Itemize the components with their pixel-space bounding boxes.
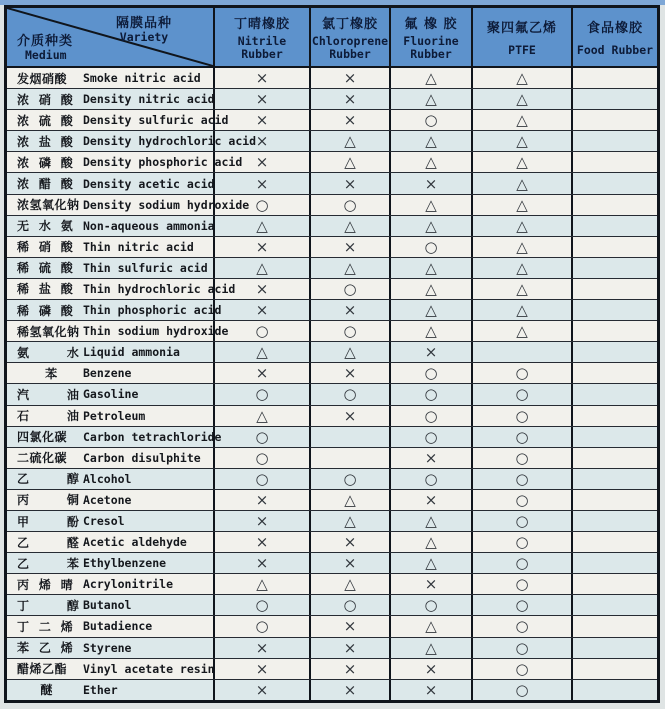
- rating-cell-food-rubber: [571, 511, 657, 531]
- rating-cell-ptfe: △: [471, 68, 571, 88]
- medium-label-en: Medium: [25, 47, 67, 62]
- rating-cell-fluorine: ○: [389, 110, 471, 130]
- rating-cell-chloroprene: △: [309, 574, 389, 594]
- col-header-nitrile-cn: 丁晴橡胶: [233, 16, 290, 32]
- rating-cell-food-rubber: [571, 406, 657, 426]
- rating-cell-nitrile: ×: [213, 300, 309, 320]
- table-row: [7, 679, 657, 700]
- table-row: [7, 468, 657, 489]
- rating-cell-fluorine: ×: [389, 680, 471, 700]
- medium-cell: [7, 574, 213, 594]
- rating-cell-food-rubber: [571, 659, 657, 679]
- rating-cell-food-rubber: [571, 448, 657, 468]
- rating-cell-chloroprene: ×: [309, 616, 389, 636]
- medium-name-cn: 汽 油: [17, 387, 80, 402]
- medium-name-en: Carbon disulphite: [83, 450, 201, 465]
- medium-name-cn: 丙 铜: [17, 493, 80, 508]
- medium-name-en: Butadience: [83, 619, 153, 634]
- rating-cell-fluorine: ○: [389, 469, 471, 489]
- rating-cell-ptfe: ○: [471, 490, 571, 510]
- medium-name-cn: 浓 磷 酸: [17, 155, 74, 170]
- rating-cell-nitrile: ×: [213, 511, 309, 531]
- medium-name-cn: 稀氢氧化钠: [17, 324, 80, 339]
- medium-name-en: Vinyl acetate resin: [83, 661, 215, 676]
- medium-cell: [7, 469, 213, 489]
- medium-cell: [7, 532, 213, 552]
- medium-cell: [7, 363, 213, 383]
- table-body: [7, 66, 657, 700]
- table-row: [7, 637, 657, 658]
- rating-cell-ptfe: △: [471, 300, 571, 320]
- rating-cell-chloroprene: ○: [309, 595, 389, 615]
- rating-cell-chloroprene: △: [309, 152, 389, 172]
- medium-name-cn: 乙 苯: [17, 556, 80, 571]
- rating-cell-food-rubber: [571, 68, 657, 88]
- rating-cell-nitrile: ×: [213, 490, 309, 510]
- rating-cell-ptfe: △: [471, 258, 571, 278]
- rating-cell-chloroprene: ×: [309, 110, 389, 130]
- rating-cell-food-rubber: [571, 173, 657, 193]
- rating-cell-ptfe: △: [471, 173, 571, 193]
- medium-cell: [7, 511, 213, 531]
- rating-cell-food-rubber: [571, 574, 657, 594]
- rating-cell-fluorine: △: [389, 638, 471, 658]
- rating-cell-chloroprene: ×: [309, 237, 389, 257]
- rating-cell-food-rubber: [571, 237, 657, 257]
- rating-cell-food-rubber: [571, 89, 657, 109]
- rating-cell-nitrile: △: [213, 258, 309, 278]
- table-row: [7, 573, 657, 594]
- rating-cell-chloroprene: ×: [309, 680, 389, 700]
- medium-name-en: Density nitric acid: [83, 92, 215, 107]
- col-header-food-rubber-en: Food Rubber: [576, 42, 654, 57]
- medium-cell: [7, 216, 213, 236]
- medium-name-en: Petroleum: [83, 408, 146, 423]
- rating-cell-food-rubber: [571, 258, 657, 278]
- rating-cell-ptfe: ○: [471, 659, 571, 679]
- table-row: [7, 489, 657, 510]
- medium-name-en: Styrene: [83, 640, 132, 655]
- medium-cell: [7, 173, 213, 193]
- rating-cell-fluorine: △: [389, 131, 471, 151]
- col-header-fluorine: [389, 8, 471, 66]
- table-row: [7, 236, 657, 257]
- rating-cell-fluorine: △: [389, 553, 471, 573]
- rating-cell-chloroprene: ×: [309, 553, 389, 573]
- table-row: [7, 383, 657, 404]
- rubber-compatibility-table: [4, 5, 660, 703]
- rating-cell-ptfe: ○: [471, 553, 571, 573]
- rating-cell-chloroprene: ×: [309, 406, 389, 426]
- rating-cell-fluorine: ○: [389, 406, 471, 426]
- medium-name-cn: 苯 乙 烯: [17, 641, 74, 656]
- rating-cell-nitrile: △: [213, 342, 309, 362]
- rating-cell-food-rubber: [571, 532, 657, 552]
- rating-cell-fluorine: △: [389, 89, 471, 109]
- medium-name-cn: 无 水 氨: [17, 219, 74, 234]
- medium-name-cn: 乙 醛: [17, 535, 80, 550]
- medium-name-en: Thin hydrochloric acid: [83, 281, 236, 296]
- table-row: [7, 109, 657, 130]
- rating-cell-food-rubber: [571, 595, 657, 615]
- medium-name-cn: 四氯化碳: [17, 430, 68, 445]
- col-header-ptfe: [471, 8, 571, 66]
- rating-cell-nitrile: △: [213, 406, 309, 426]
- rating-cell-ptfe: ○: [471, 574, 571, 594]
- col-header-chloroprene-cn: 氯丁橡胶: [321, 16, 378, 32]
- col-header-nitrile-en: Nitrile Rubber: [237, 33, 287, 61]
- table-row: [7, 552, 657, 573]
- col-header-nitrile: [213, 8, 309, 66]
- rating-cell-ptfe: ○: [471, 511, 571, 531]
- rating-cell-fluorine: △: [389, 300, 471, 320]
- medium-name-cn: 苯: [17, 366, 58, 381]
- table-row: [7, 257, 657, 278]
- rating-cell-food-rubber: [571, 553, 657, 573]
- rating-cell-chloroprene: △: [309, 511, 389, 531]
- rating-cell-food-rubber: [571, 152, 657, 172]
- rating-cell-food-rubber: [571, 279, 657, 299]
- table-row: [7, 194, 657, 215]
- medium-name-en: Thin phosphoric acid: [83, 303, 222, 318]
- rating-cell-nitrile: ×: [213, 89, 309, 109]
- medium-name-cn: 氨 水: [17, 345, 80, 360]
- rating-cell-fluorine: ×: [389, 659, 471, 679]
- medium-name-en: Ethylbenzene: [83, 556, 167, 571]
- medium-name-cn: 发烟硝酸: [17, 71, 68, 86]
- rating-cell-ptfe: △: [471, 279, 571, 299]
- rating-cell-food-rubber: [571, 638, 657, 658]
- rating-cell-fluorine: ○: [389, 237, 471, 257]
- medium-cell: [7, 152, 243, 172]
- table-row: [7, 658, 657, 679]
- table-row: [7, 341, 657, 362]
- medium-cell: [7, 553, 213, 573]
- rating-cell-nitrile: ×: [213, 152, 309, 172]
- medium-name-en: Thin nitric acid: [83, 239, 194, 254]
- medium-cell: [7, 258, 213, 278]
- rating-cell-ptfe: ○: [471, 448, 571, 468]
- rating-cell-fluorine: △: [389, 258, 471, 278]
- medium-cell: [7, 342, 213, 362]
- medium-name-cn: 浓 盐 酸: [17, 134, 74, 149]
- variety-label-cn: 隔膜品种: [115, 16, 172, 31]
- rating-cell-fluorine: ○: [389, 384, 471, 404]
- rating-cell-ptfe: △: [471, 237, 571, 257]
- rating-cell-nitrile: ○: [213, 195, 309, 215]
- medium-name-en: Acetone: [83, 492, 132, 507]
- rating-cell-chloroprene: △: [309, 258, 389, 278]
- medium-cell: [7, 195, 250, 215]
- table-row: [7, 215, 657, 236]
- table-header-row: [7, 8, 657, 66]
- medium-name-cn: 稀 磷 酸: [17, 303, 74, 318]
- table-row: [7, 68, 657, 88]
- medium-cell: [7, 321, 229, 341]
- rating-cell-nitrile: ×: [213, 279, 309, 299]
- medium-name-en: Smoke nitric acid: [83, 71, 201, 86]
- rating-cell-ptfe: △: [471, 195, 571, 215]
- rating-cell-nitrile: ○: [213, 384, 309, 404]
- corner-medium-label: [17, 30, 73, 62]
- medium-name-en: Benzene: [83, 366, 132, 381]
- medium-cell: [7, 131, 257, 151]
- rating-cell-nitrile: ○: [213, 595, 309, 615]
- rating-cell-nitrile: ○: [213, 469, 309, 489]
- rating-cell-fluorine: △: [389, 195, 471, 215]
- medium-cell: [7, 384, 213, 404]
- medium-cell: [7, 616, 213, 636]
- rating-cell-nitrile: ×: [213, 131, 309, 151]
- medium-cell: [7, 680, 213, 700]
- medium-cell: [7, 659, 213, 679]
- rating-cell-fluorine: ×: [389, 342, 471, 362]
- table-row: [7, 362, 657, 383]
- medium-cell: [7, 595, 213, 615]
- rating-cell-food-rubber: [571, 321, 657, 341]
- rating-cell-nitrile: ×: [213, 638, 309, 658]
- rating-cell-ptfe: △: [471, 89, 571, 109]
- col-header-chloroprene: [309, 8, 389, 66]
- rating-cell-fluorine: △: [389, 279, 471, 299]
- rating-cell-nitrile: △: [213, 574, 309, 594]
- medium-name-en: Liquid ammonia: [83, 345, 180, 360]
- corner-header-cell: [7, 8, 213, 66]
- rating-cell-nitrile: ○: [213, 427, 309, 447]
- rating-cell-fluorine: ×: [389, 490, 471, 510]
- medium-name-cn: 醋烯乙酯: [17, 662, 68, 677]
- rating-cell-ptfe: △: [471, 131, 571, 151]
- rating-cell-nitrile: ×: [213, 237, 309, 257]
- rating-cell-chloroprene: ×: [309, 300, 389, 320]
- rating-cell-chloroprene: △: [309, 131, 389, 151]
- rating-cell-ptfe: △: [471, 321, 571, 341]
- col-header-ptfe-en: PTFE: [508, 42, 536, 57]
- medium-name-en: Ether: [83, 682, 118, 697]
- corner-variety-label: [79, 12, 209, 44]
- rating-cell-food-rubber: [571, 616, 657, 636]
- rating-cell-chloroprene: ○: [309, 195, 389, 215]
- rating-cell-fluorine: △: [389, 216, 471, 236]
- medium-name-en: Density phosphoric acid: [83, 155, 243, 170]
- medium-cell: [7, 89, 213, 109]
- medium-name-en: Gasoline: [83, 387, 139, 402]
- rating-cell-chloroprene: ×: [309, 363, 389, 383]
- medium-name-cn: 乙 醇: [17, 472, 80, 487]
- rating-cell-ptfe: ○: [471, 595, 571, 615]
- rating-cell-fluorine: △: [389, 511, 471, 531]
- medium-cell: [7, 490, 213, 510]
- rating-cell-ptfe: △: [471, 152, 571, 172]
- medium-name-en: Carbon tetrachloride: [83, 429, 222, 444]
- rating-cell-nitrile: ○: [213, 321, 309, 341]
- medium-name-cn: 二硫化碳: [17, 451, 68, 466]
- rating-cell-fluorine: △: [389, 68, 471, 88]
- rating-cell-ptfe: ○: [471, 680, 571, 700]
- rating-cell-fluorine: ○: [389, 363, 471, 383]
- medium-name-cn: 浓 醋 酸: [17, 177, 74, 192]
- medium-name-en: Acrylonitrile: [83, 577, 174, 592]
- rating-cell-ptfe: ○: [471, 638, 571, 658]
- rating-cell-ptfe: △: [471, 216, 571, 236]
- medium-name-en: Acetic aldehyde: [83, 535, 187, 550]
- rating-cell-nitrile: ×: [213, 173, 309, 193]
- rating-cell-food-rubber: [571, 342, 657, 362]
- col-header-chloroprene-en: Chloroprene Rubber: [311, 33, 389, 61]
- medium-name-cn: 丙 烯 晴: [17, 577, 74, 592]
- rating-cell-ptfe: [471, 342, 571, 362]
- table-row: [7, 299, 657, 320]
- medium-name-en: Density sulfuric acid: [83, 113, 229, 128]
- rating-cell-nitrile: ×: [213, 532, 309, 552]
- rating-cell-chloroprene: ×: [309, 659, 389, 679]
- rating-cell-ptfe: ○: [471, 532, 571, 552]
- rating-cell-nitrile: ×: [213, 680, 309, 700]
- col-header-fluorine-cn: 氟 橡 胶: [404, 16, 458, 32]
- medium-name-en: Density hydrochloric acid: [83, 134, 257, 149]
- rating-cell-food-rubber: [571, 490, 657, 510]
- table-row: [7, 130, 657, 151]
- rating-cell-fluorine: ○: [389, 595, 471, 615]
- rating-cell-fluorine: △: [389, 616, 471, 636]
- medium-cell: [7, 300, 222, 320]
- rating-cell-chloroprene: ○: [309, 469, 389, 489]
- medium-cell: [7, 68, 213, 88]
- medium-name-en: Density sodium hydroxide: [83, 197, 250, 212]
- medium-name-cn: 浓 硝 酸: [17, 92, 74, 107]
- rating-cell-ptfe: ○: [471, 427, 571, 447]
- rating-cell-food-rubber: [571, 363, 657, 383]
- rating-cell-chloroprene: ×: [309, 89, 389, 109]
- table-row: [7, 320, 657, 341]
- rating-cell-chloroprene: ×: [309, 68, 389, 88]
- table-row: [7, 615, 657, 636]
- table-row: [7, 447, 657, 468]
- rating-cell-nitrile: ×: [213, 363, 309, 383]
- table-row: [7, 510, 657, 531]
- rating-cell-chloroprene: ×: [309, 638, 389, 658]
- medium-name-cn: 稀 硫 酸: [17, 261, 74, 276]
- medium-name-cn: 稀 盐 酸: [17, 282, 74, 297]
- medium-name-cn: 甲 酚: [17, 514, 80, 529]
- rating-cell-nitrile: △: [213, 216, 309, 236]
- medium-name-en: Thin sodium hydroxide: [83, 324, 229, 339]
- rating-cell-fluorine: ×: [389, 173, 471, 193]
- rating-cell-nitrile: ×: [213, 110, 309, 130]
- medium-cell: [7, 638, 213, 658]
- col-header-food-rubber: [571, 8, 657, 66]
- rating-cell-chloroprene: [309, 448, 389, 468]
- medium-cell: [7, 427, 222, 447]
- rating-cell-food-rubber: [571, 469, 657, 489]
- table-row: [7, 594, 657, 615]
- rating-cell-chloroprene: △: [309, 490, 389, 510]
- rating-cell-chloroprene: △: [309, 216, 389, 236]
- rating-cell-chloroprene: △: [309, 342, 389, 362]
- variety-label-en: Variety: [119, 30, 169, 44]
- rating-cell-ptfe: △: [471, 110, 571, 130]
- medium-cell: [7, 279, 236, 299]
- medium-name-en: Density acetic acid: [83, 176, 215, 191]
- rating-cell-fluorine: ×: [389, 448, 471, 468]
- rating-cell-food-rubber: [571, 384, 657, 404]
- medium-name-cn: 浓氢氧化钠: [17, 198, 80, 213]
- medium-name-en: Thin sulfuric acid: [83, 260, 208, 275]
- rating-cell-ptfe: ○: [471, 616, 571, 636]
- rating-cell-nitrile: ×: [213, 553, 309, 573]
- rating-cell-ptfe: ○: [471, 384, 571, 404]
- medium-cell: [7, 406, 213, 426]
- rating-cell-chloroprene: ×: [309, 532, 389, 552]
- table-row: [7, 172, 657, 193]
- medium-name-cn: 石 油: [17, 409, 80, 424]
- rating-cell-fluorine: △: [389, 321, 471, 341]
- rating-cell-food-rubber: [571, 216, 657, 236]
- table-row: [7, 405, 657, 426]
- rating-cell-fluorine: ×: [389, 574, 471, 594]
- col-header-food-rubber-cn: 食品橡胶: [586, 21, 643, 37]
- medium-cell: [7, 448, 213, 468]
- col-header-ptfe-cn: 聚四氟乙烯: [486, 21, 557, 37]
- table-row: [7, 88, 657, 109]
- rating-cell-fluorine: △: [389, 532, 471, 552]
- table-row: [7, 151, 657, 172]
- table-row: [7, 278, 657, 299]
- table-row: [7, 531, 657, 552]
- rating-cell-food-rubber: [571, 427, 657, 447]
- rating-cell-nitrile: ×: [213, 68, 309, 88]
- medium-name-en: Non-aqueous ammonia: [83, 218, 215, 233]
- medium-name-cn: 稀 硝 酸: [17, 240, 74, 255]
- rating-cell-food-rubber: [571, 300, 657, 320]
- col-header-fluorine-en: Fluorine Rubber: [403, 33, 459, 61]
- rating-cell-food-rubber: [571, 195, 657, 215]
- rating-cell-nitrile: ○: [213, 616, 309, 636]
- medium-name-cn: 浓 硫 酸: [17, 113, 74, 128]
- rating-cell-food-rubber: [571, 680, 657, 700]
- rating-cell-ptfe: ○: [471, 363, 571, 383]
- medium-name-en: Butanol: [83, 598, 132, 613]
- medium-label-cn: 介质种类: [17, 33, 74, 49]
- medium-name-cn: 丁 二 烯: [17, 619, 74, 634]
- medium-cell: [7, 110, 229, 130]
- rating-cell-chloroprene: ○: [309, 321, 389, 341]
- rating-cell-chloroprene: ○: [309, 384, 389, 404]
- medium-name-en: Cresol: [83, 514, 125, 529]
- rating-cell-chloroprene: [309, 427, 389, 447]
- rating-cell-nitrile: ×: [213, 659, 309, 679]
- rating-cell-food-rubber: [571, 131, 657, 151]
- rating-cell-food-rubber: [571, 110, 657, 130]
- rating-cell-ptfe: ○: [471, 469, 571, 489]
- table-row: [7, 426, 657, 447]
- medium-cell: [7, 237, 213, 257]
- rating-cell-nitrile: ○: [213, 448, 309, 468]
- rating-cell-fluorine: △: [389, 152, 471, 172]
- rating-cell-chloroprene: ○: [309, 279, 389, 299]
- rating-cell-fluorine: ○: [389, 427, 471, 447]
- medium-name-en: Alcohol: [83, 471, 132, 486]
- rating-cell-ptfe: ○: [471, 406, 571, 426]
- medium-name-cn: 醚: [17, 683, 53, 698]
- rating-cell-chloroprene: ×: [309, 173, 389, 193]
- medium-name-cn: 丁 醇: [17, 598, 80, 613]
